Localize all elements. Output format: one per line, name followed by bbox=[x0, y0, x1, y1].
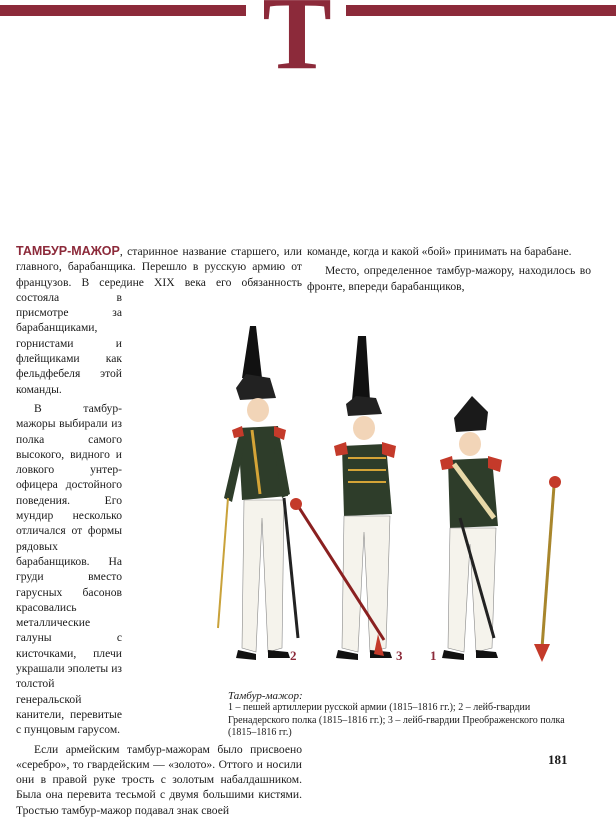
figure-drum-major-2 bbox=[218, 326, 298, 660]
figure-drum-major-1 bbox=[440, 396, 561, 662]
header-rule-right bbox=[346, 5, 616, 16]
header-rule-left bbox=[0, 5, 246, 16]
figure-caption bbox=[228, 690, 568, 740]
text-column-right bbox=[307, 244, 591, 294]
entry-paragraph-5: Место, определенное тамбур-мажору, находилось во фронте, впереди барабанщиков, bbox=[307, 264, 591, 293]
figure-number-3: 3 bbox=[396, 648, 403, 663]
caption-text: 1 – пешей артиллерии русской армии (1815–1816 гг.); 2 – лейб-гвардии Гренадерского полка (1815–1816 гг.); 3 – лейб-гвардии Преображенского полка (1815–1816 гг.) bbox=[228, 702, 565, 739]
drum-majors-illustration bbox=[198, 318, 578, 690]
caption-title: Тамбур-мажор: bbox=[228, 690, 303, 702]
entry-paragraph-2: В тамбур-мажоры выбирали из полка самого высокого, видного и ловкого унтер-офицера достойного поведения. Его мундир несколько отличался от формы рядовых барабанщиков. На груди вместо гарусных басонов красовались металлические галуны с кисточками, плечи украшали эполеты из толстой генеральской канители, перевитые с пунцовым гарусом. bbox=[16, 401, 122, 737]
section-letter: Т bbox=[262, 0, 332, 91]
figure-drum-major-3 bbox=[290, 336, 396, 660]
figure-number-1: 1 bbox=[430, 648, 437, 663]
figure-number-2: 2 bbox=[290, 648, 297, 663]
entry-term: ТАМБУР-МАЖОР bbox=[16, 244, 120, 258]
entry-definition: , старинное название старшего, или главного, барабанщика. Перешло в русскую армию от французов. В середине XIX века его обязанность состояла в присмотре за барабанщиками, горнистами и флейщиками как фельдфебеля этой команды. bbox=[16, 245, 302, 396]
entry-paragraph-4: команде, когда и какой «бой» принимать на барабане. bbox=[307, 245, 572, 258]
entry-paragraph-3: Если армейским тамбур-мажорам было присвоено «серебро», то гвардейским — «золото». Оттого и носили они в правой руке трость с золотым набалдашником. Была она перевита тесьмой с двумя большими кистями. Тростью тамбур-мажор подавал знак своей bbox=[16, 742, 302, 817]
page-number: 181 bbox=[548, 752, 568, 767]
